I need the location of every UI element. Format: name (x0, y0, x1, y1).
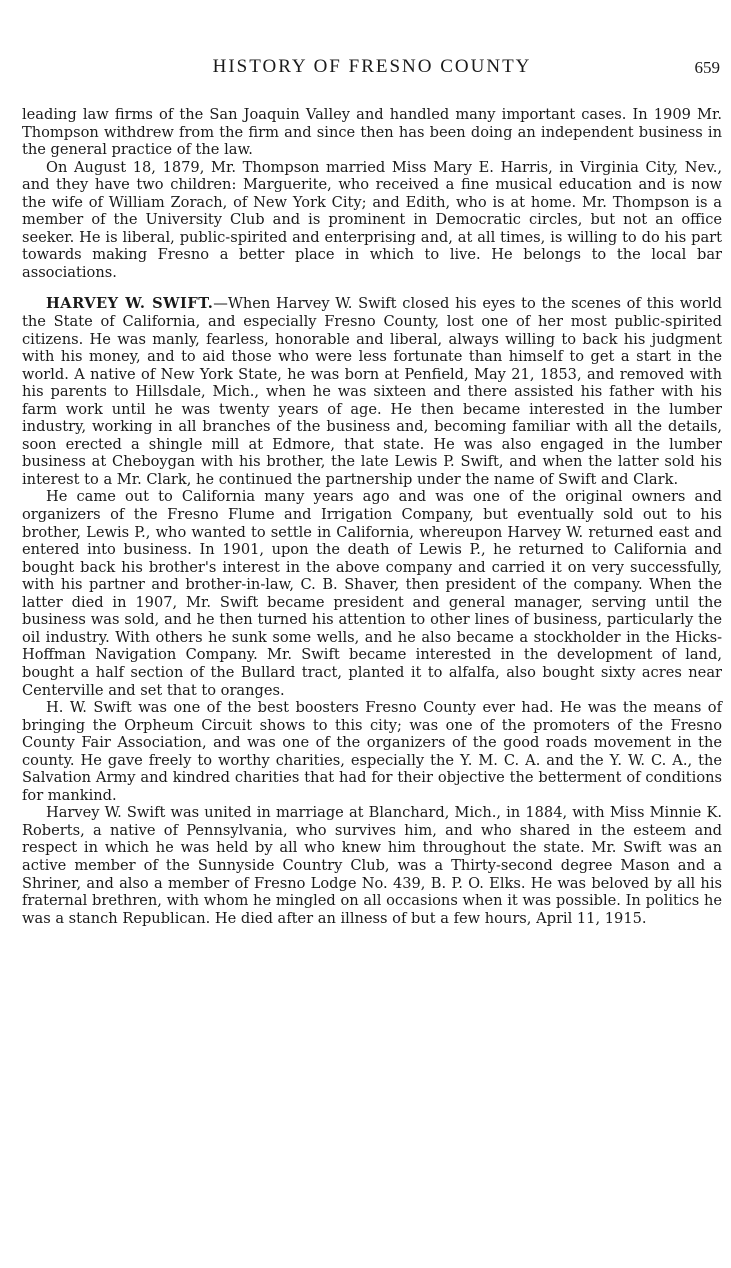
paragraph-swift-marriage: Harvey W. Swift was united in marriage at Blanchard, Mich., in 1884, with Miss Minnie K. Roberts, a native of Pennsylvania, who survives him, and who shared in the esteem and respect in which he was held by all who knew him throughout the state. Mr. Swift was an active member of the Sunnyside Country Club, was a Thirty-second degree Mason and a Shriner, and also a member of Fresno Lodge No. 439, B. P. O. Elks. He was beloved by all his fraternal brethren, with whom he mingled on all occasions when it was possible. In politics he was a stanch Republican. He died after an illness of but a few hours, April 11, 1915. (22, 804, 722, 927)
biography-heading: HARVEY W. SWIFT. (46, 295, 214, 313)
paragraph-swift-intro (22, 295, 722, 488)
running-head (22, 56, 722, 86)
body-text (22, 106, 722, 927)
running-title: HISTORY OF FRESNO COUNTY (212, 56, 532, 77)
book-page (22, 56, 722, 927)
page-number: 659 (694, 58, 720, 77)
paragraph-swift-california: He came out to California many years ago and was one of the original owners and organizers of the Fresno Flume and Irrigation Company, but eventually sold out to his brother, Lewis P., who wanted to settle in California, whereupon Harvey W. returned east and entered into business. In 1901, upon the death of Lewis P., he returned to California and bought back his brother's interest in the above company and carried it on very successfully, with his partner and brother-in-law, C. B. Shaver, then president of the company. When the latter died in 1907, Mr. Swift became president and general manager, serving until the business was sold, and he then turned his attention to other lines of business, particularly the oil industry. With others he sunk some wells, and he also became a stockholder in the Hicks-Hoffman Navigation Company. Mr. Swift became interested in the development of land, bought a half section of the Bullard tract, planted it to alfalfa, also bought sixty acres near Centerville and set that to oranges. (22, 488, 722, 699)
paragraph-swift-intro-text: —When Harvey W. Swift closed his eyes to the scenes of this world the State of California, and especially Fresno County, lost one of her most public-spirited citizens. He was manly, fearless, honorable and liberal, always willing to back his judgment with his money, and to aid those who were less fortunate than himself to get a start in the world. A native of New York State, he was born at Penfield, May 21, 1853, and removed with his parents to Hillsdale, Mich., when he was sixteen and there assisted his father with his farm work until he was twenty years of age. He then became interested in the lumber industry, working in all branches of the business and, becoming familiar with all the details, soon erected a shingle mill at Edmore, that state. He was also engaged in the lumber business at Cheboygan with his brother, the late Lewis P. Swift, and when the latter sold his interest to a Mr. Clark, he continued the partnership under the name of Swift and Clark. (22, 295, 722, 488)
paragraph-swift-booster: H. W. Swift was one of the best boosters Fresno County ever had. He was the means of bringing the Orpheum Circuit shows to this city; was one of the promoters of the Fresno County Fair Association, and was one of the organizers of the good roads movement in the county. He gave freely to worthy charities, especially the Y. M. C. A. and the Y. W. C. A., the Salvation Army and kindred charities that had for their objective the betterment of conditions for mankind. (22, 699, 722, 804)
paragraph-thompson-career: leading law firms of the San Joaquin Valley and handled many important cases. In 1909 Mr. Thompson withdrew from the firm and since then has been doing an independent business in the general practice of the law. (22, 106, 722, 159)
paragraph-thompson-family: On August 18, 1879, Mr. Thompson married Miss Mary E. Harris, in Virginia City, Nev., and they have two children: Marguerite, who received a fine musical education and is now the wife of William Zorach, of New York City; and Edith, who is at home. Mr. Thompson is a member of the University Club and is prominent in Democratic circles, but not an office seeker. He is liberal, public-spirited and enterprising and, at all times, is willing to do his part towards making Fresno a better place in which to live. He belongs to the local bar associations. (22, 158, 722, 281)
